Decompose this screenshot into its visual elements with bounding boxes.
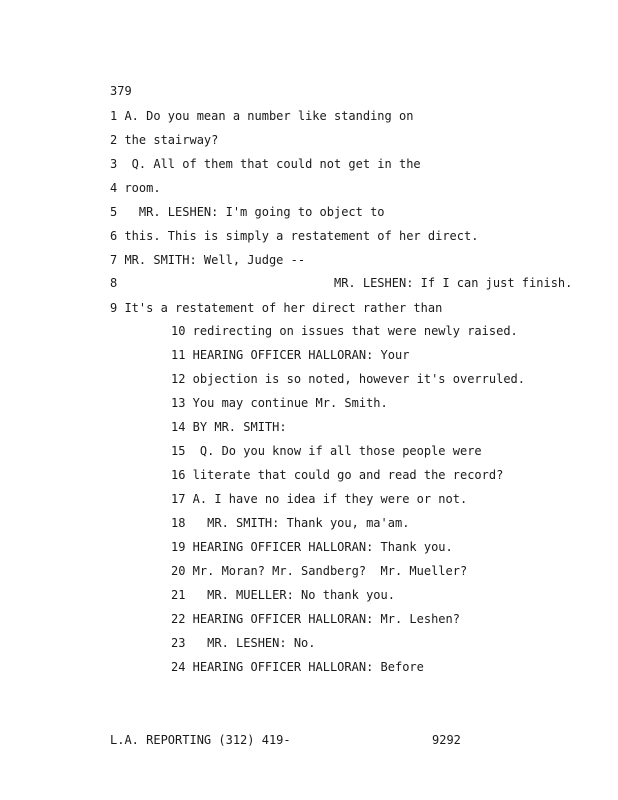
footer-number: 9292 [432, 733, 461, 747]
transcript-line-9: 9 It's a restatement of her direct rather than [110, 301, 443, 315]
transcript-line-14: 14 BY MR. SMITH: [171, 420, 287, 434]
transcript-line-22: 22 HEARING OFFICER HALLORAN: Mr. Leshen? [171, 612, 460, 626]
transcript-line-7: 7 MR. SMITH: Well, Judge -- [110, 253, 306, 267]
footer-reporter: L.A. REPORTING (312) 419- [110, 733, 291, 747]
transcript-line-20: 20 Mr. Moran? Mr. Sandberg? Mr. Mueller? [171, 564, 468, 578]
transcript-line-2: 2 the stairway? [110, 133, 219, 147]
transcript-line-18: 18 MR. SMITH: Thank you, ma'am. [171, 516, 410, 530]
transcript-line-15: 15 Q. Do you know if all those people were [171, 444, 482, 458]
transcript-line-13: 13 You may continue Mr. Smith. [171, 396, 388, 410]
transcript-line-24: 24 HEARING OFFICER HALLORAN: Before [171, 660, 424, 674]
transcript-line-3: 3 Q. All of them that could not get in the [110, 157, 421, 171]
transcript-line-6: 6 this. This is simply a restatement of her direct. [110, 229, 479, 243]
transcript-line-21: 21 MR. MUELLER: No thank you. [171, 588, 395, 602]
transcript-line-17: 17 A. I have no idea if they were or not. [171, 492, 468, 506]
transcript-line-16: 16 literate that could go and read the record? [171, 468, 504, 482]
transcript-line-4: 4 room. [110, 181, 161, 195]
transcript-line-5: 5 MR. LESHEN: I'm going to object to [110, 205, 385, 219]
transcript-line-19: 19 HEARING OFFICER HALLORAN: Thank you. [171, 540, 453, 554]
transcript-line-1: 1 A. Do you mean a number like standing on [110, 109, 414, 123]
transcript-line-11: 11 HEARING OFFICER HALLORAN: Your [171, 348, 410, 362]
transcript-line-12: 12 objection is so noted, however it's overruled. [171, 372, 526, 386]
transcript-line-10: 10 redirecting on issues that were newly raised. [171, 324, 518, 338]
transcript-line-23: 23 MR. LESHEN: No. [171, 636, 316, 650]
transcript-line-8: 8 MR. LESHEN: If I can just finish. [110, 276, 573, 290]
page-number: 379 [110, 84, 132, 98]
